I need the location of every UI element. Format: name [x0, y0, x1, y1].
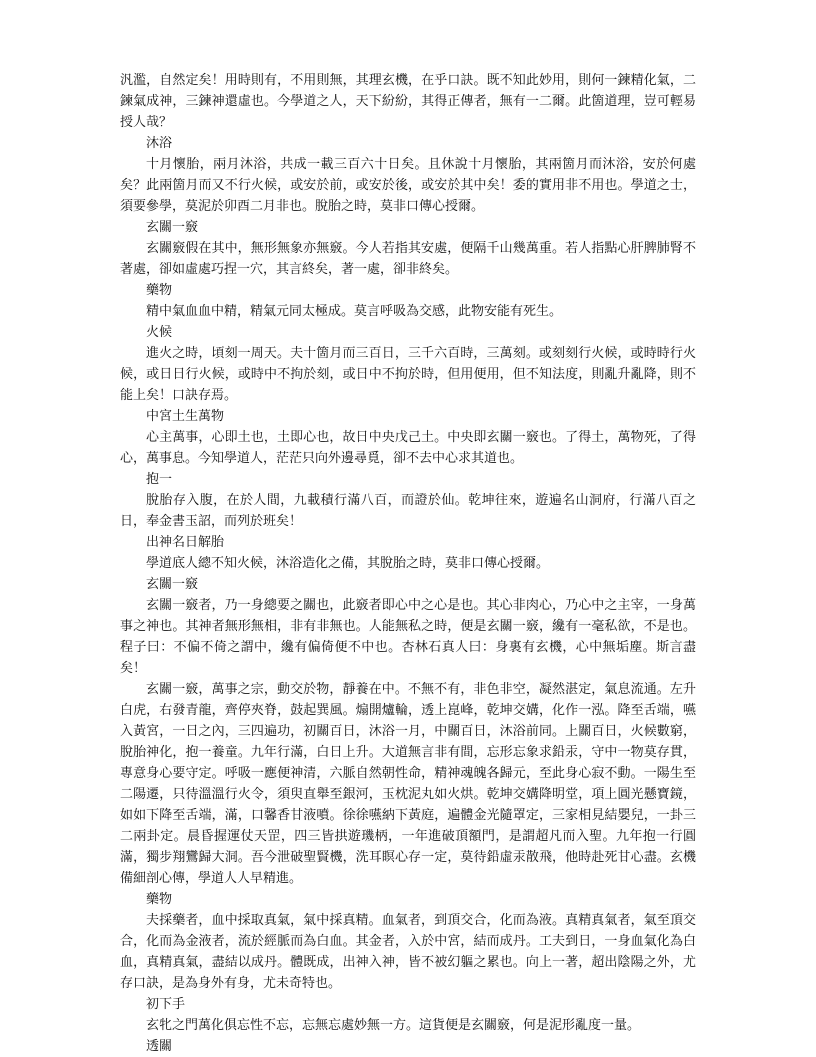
section-heading: 火候 — [146, 325, 173, 340]
paragraph: 心主萬事，心即土也，土即心也，故日中央戊己土。中央即玄關一竅也。了得土，萬物死，了得心，萬事息。今知學道人，茫茫只向外邊尋覓，卻不去中心求其道也。 — [120, 430, 696, 466]
paragraph: 汎濫，自然定矣！用時則有，不用則無，其理玄機，在乎口訣。既不知此妙用，則何一鍊精化氣，二鍊氣成神，三鍊神還虛也。今學道之人，天下紛紛，其得正傳者，無有一二爾。此箇道理，豈可輕易授人哉？ — [120, 73, 696, 130]
paragraph: 脫胎存入腹，在於人間，九載積行滿八百，而證於仙。乾坤往來，遊遍名山洞府，行滿八百之日，奉金書玉詔，而列於班矣！ — [120, 493, 696, 529]
section-heading: 透關 — [146, 1039, 173, 1054]
section-heading: 抱一 — [146, 472, 173, 487]
paragraph: 學道底人總不知火候，沐浴造化之備，其脫胎之時，莫非口傳心授爾。 — [146, 556, 550, 571]
document-page — [120, 70, 696, 1057]
section-heading: 初下手 — [146, 997, 186, 1012]
paragraph: 進火之時，頃刻一周天。夫十箇月而三百日，三千六百時，三萬刻。或刻刻行火候，或時時行火候，或日日行火候，或時中不拘於刻，或日中不拘於時，但用便用，但不知法度，則亂升亂降，則不能上矣！口訣存焉。 — [120, 346, 696, 403]
section-heading: 藥物 — [146, 892, 173, 907]
section-heading: 玄關一竅 — [146, 577, 199, 592]
section-heading: 玄關一竅 — [146, 220, 199, 235]
paragraph: 玄關一竅，萬事之宗，動交於物，靜養在中。不無不有，非色非空，凝然湛定，氣息流通。左升白虎，右發青龍，齊停夾脊，鼓起巽風。煽開爐輪，透上崑峰，乾坤交媾，化作一泓。降至舌端，嚥入黃宮，一日之內，三四遍功，初關百日，沐浴一月，中關百日，沐浴前同。上關百日，火候數窮，脫胎神化，抱一養童。九年行滿，白日上升。大道無言非有間，忘形忘象求鉛汞，守中一物莫存貫，專意身心要守定。呼吸一應便神清，六脈自然朝性命，精神魂魄各歸元，至此身心寂不動。一陽生至二陽遷，只待溫溫行火令，須臾直舉至銀河，玉枕泥丸如火烘。乾坤交媾降明堂，項上圓光懸寶鏡，如如下降至舌端，滿，口馨香甘液噴。徐徐嚥納下黃庭，遍體金光隨罩定，三家相見結嬰兒，一卦三二兩卦定。晨昏握運仗天罡，四三皆拱遊璣柄，一年進破頂額門，是謂超凡而入聖。九年抱一行圓滿，獨步翔鸞歸大洞。吾今泄破聖賢機，洗耳瞑心存一定，莫待鉛虛汞散飛，他時赴死甘心盡。玄機備細剖心傳，學道人人早精進。 — [120, 682, 696, 886]
paragraph: 夫採藥者，血中採取真氣，氣中採真精。血氣者，到頂交合，化而為液。真精真氣者，氣至頂交合，化而為金液者，流於經脈而為白血。其金者，入於中宮，結而成丹。工夫到日，一身血氣化為白血，真精真氣，盡結以成丹。體既成，出神入神，皆不被幻軀之累也。向上一著，超出陰陽之外，尤存口訣，是為身外有身，尤未奇特也。 — [120, 913, 696, 991]
paragraph: 精中氣血血中精，精氣元同太極成。莫言呼吸為交感，此物安能有死生。 — [146, 304, 563, 319]
paragraph: 玄關竅假在其中，無形無象亦無竅。今人若指其安處，便隔千山幾萬重。若人指點心肝脾肺腎不著處，卻如虛處巧捏一穴，其言終矣，著一處，卻非終矣。 — [120, 241, 696, 277]
section-heading: 藥物 — [146, 283, 173, 298]
paragraph: 玄關一竅者，乃一身總要之關也，此竅者即心中之心是也。其心非肉心，乃心中之主宰，一身萬事之神也。其神者無形無相，非有非無也。人能無私之時，便是玄關一竅，纔有一毫私欲，不是也。程子曰：不偏不倚之謂中，纔有偏倚便不中也。杏林石真人曰：身裏有玄機，心中無垢塵。斯言盡矣！ — [120, 598, 696, 676]
section-heading: 中宮土生萬物 — [146, 409, 225, 424]
paragraph: 十月懷胎，兩月沐浴，共成一載三百六十日矣。且休說十月懷胎，其兩箇月而沐浴，安於何處矣？此兩箇月而又不行火候，或安於前，或安於後，或安於其中矣！委的實用非不用也。學道之士，須要參學，莫泥於卯酉二月非也。脫胎之時，莫非口傳心授爾。 — [120, 157, 696, 214]
section-heading: 出神名日解胎 — [146, 535, 225, 550]
paragraph: 玄牝之門萬化俱忘性不忘，忘無忘處妙無一方。這貨便是玄關竅，何是泥形亂度一量。 — [146, 1018, 641, 1033]
section-heading: 沐浴 — [146, 136, 173, 151]
